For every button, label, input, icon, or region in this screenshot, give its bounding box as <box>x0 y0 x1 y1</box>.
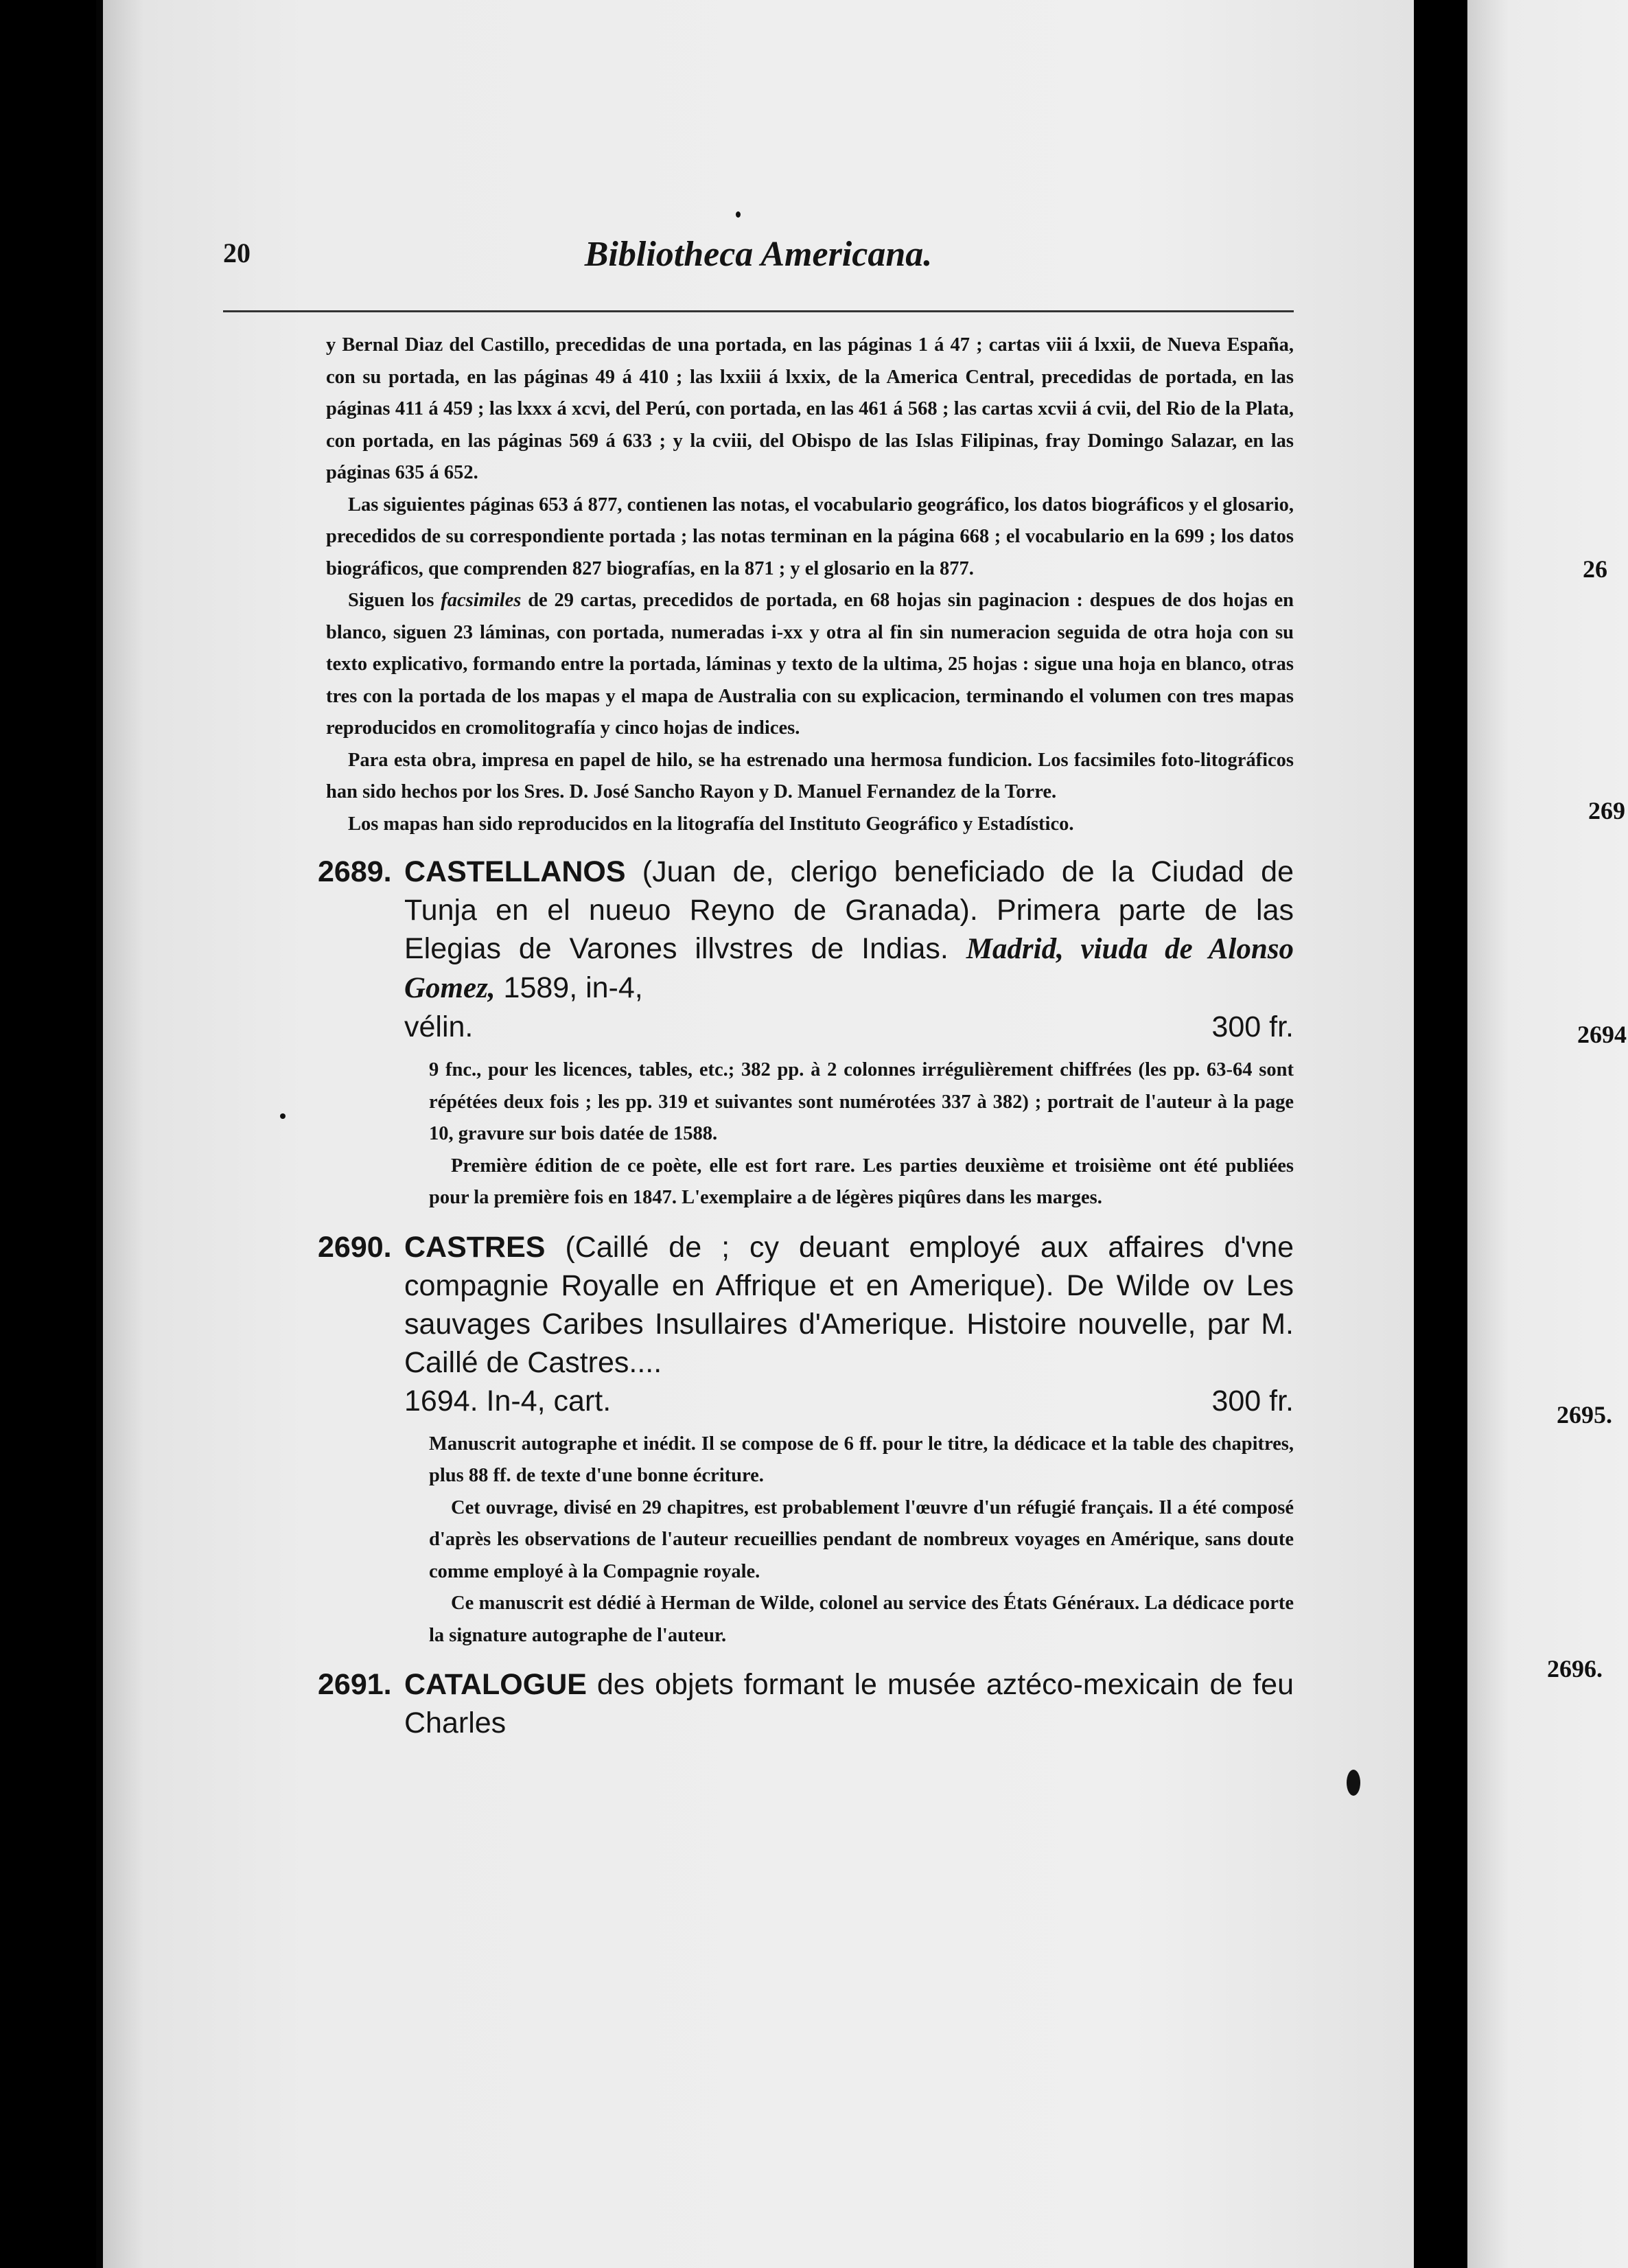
entry-last-line <box>404 1382 1294 1420</box>
entry-heading <box>404 853 1294 1046</box>
entry-title: des objets formant le musée aztéco-mexicain de feu Charles <box>404 1668 1294 1739</box>
note-paragraph: Las siguientes páginas 653 á 877, contienen las notas, el vocabulario geográfico, los datos biográficos y el glosario, precedidos de su correspondiente portada ; las notas terminan en la página 668 ; el vocabulario en la 699 ; los datos biográficos, que comprenden 827 biografías, en la 871 ; y el glosario en la 877. <box>326 494 1294 579</box>
entry-heading <box>404 1665 1294 1742</box>
entry-name: CASTRES <box>404 1230 546 1264</box>
note-paragraph: Ce manuscrit est dédié à Herman de Wilde, colonel au service des États Généraux. La dédicace porte la signature autographe de l'auteur. <box>429 1593 1294 1646</box>
entry-name: CATALOGUE <box>404 1668 587 1701</box>
note-text: de 29 cartas, precedidos de portada, en 68 hojas sin paginacion : despues de dos hojas en blanco, siguen 23 láminas, con portada, numeradas i-xx y otra al fin sin numeracion seguida de otra hoja con su texto explicativo, formando entre la portada, láminas y texto de la ultima, 25 hojas : sigue una hoja en blanco, otras tres con la portada de los mapas y el mapa de Australia con su explicacion, terminando el volumen con tres mapas reproducidos en cromolitografía y cinco hojas de indices. <box>326 590 1294 739</box>
ink-blot <box>1347 1770 1360 1796</box>
page-body <box>318 329 1294 1742</box>
entry-name: CASTELLANOS <box>404 855 626 888</box>
note-paragraph: 9 fnc., pour les licences, tables, etc.; 382 pp. à 2 colonnes irrégulièrement chiffrées (les pp. 63-64 sont répétées deux fois ; les pp. 319 et suivantes sont numérotées 337 à 382) ; portrait de l'auteur à la page 10, gravure sur bois datée de 1588. <box>429 1059 1294 1144</box>
entry-notes <box>429 1428 1294 1652</box>
facing-entry-number: 26 <box>1583 555 1607 583</box>
note-paragraph: Manuscrit autographe et inédit. Il se compose de 6 ff. pour le titre, la dédicace et la table des chapitres, plus 88 ff. de texte d'une bonne écriture. <box>429 1433 1294 1486</box>
page-header <box>223 237 1294 278</box>
facing-entry-number: 269 <box>1588 797 1625 824</box>
note-paragraph <box>326 585 1294 745</box>
note-text: Siguen los <box>348 590 434 611</box>
entry-notes <box>429 1054 1294 1214</box>
header-rule <box>223 310 1294 312</box>
ink-speck <box>736 211 741 218</box>
entry-number: 2689. <box>318 855 392 888</box>
entry-binding: vélin. <box>404 1010 474 1043</box>
entry-number: 2691. <box>318 1668 392 1701</box>
entry-heading <box>404 1228 1294 1420</box>
facing-entry-number: 2695. <box>1557 1401 1612 1428</box>
entry-imprint: Madrid, viuda de Alonso Gomez, <box>404 933 1294 1004</box>
catalogue-entry <box>318 1228 1294 1652</box>
note-italic-text: facsimiles <box>441 590 522 611</box>
page-number: 20 <box>223 238 251 268</box>
catalogue-entry <box>318 1665 1294 1742</box>
binding-gutter <box>1414 0 1467 2268</box>
note-paragraph: Los mapas han sido reproducidos en la litografía del Instituto Geográfico y Estadístico. <box>348 813 1074 835</box>
facing-entry-number: 2696. <box>1547 1655 1603 1682</box>
facing-page-edge <box>1467 0 1628 2268</box>
note-paragraph: Cet ouvrage, divisé en 29 chapitres, est probablement l'œuvre d'un réfugié français. Il a été composé d'après les observations de l'auteur recueillies pendant de nombreux voyages en Amérique, sans doute comme employé à la Compagnie royale. <box>429 1496 1294 1582</box>
ink-speck <box>280 1113 286 1119</box>
note-paragraph: Para esta obra, impresa en papel de hilo, se ha estrenado una hermosa fundicion. Los facsimiles foto-litográficos han sido hechos por los Sres. D. José Sancho Rayon y D. Manuel Fernandez de la Torre. <box>326 749 1294 802</box>
continued-entry-notes <box>326 329 1294 840</box>
entry-price: 300 fr. <box>1211 1010 1294 1043</box>
entry-number: 2690. <box>318 1230 392 1264</box>
entry-last-line <box>404 1008 1294 1046</box>
entry-price: 300 fr. <box>1211 1384 1294 1418</box>
running-title: Bibliotheca Americana. <box>584 235 933 274</box>
note-paragraph: Première édition de ce poète, elle est fort rare. Les parties deuxième et troisième ont été publiées pour la première fois en 1847. L'exemplaire a de légères piqûres dans les marges. <box>429 1155 1294 1208</box>
entry-title: (Juan de, clerigo beneficiado de la Ciudad de Tunja en el nueuo Reyno de Granada). Primera parte de las Elegias de Varones illvstres de Indias. <box>404 855 1294 965</box>
note-paragraph: y Bernal Diaz del Castillo, precedidas de una portada, en las páginas 1 á 47 ; cartas viii á lxxii, de Nueva España, con su portada, en las páginas 49 á 410 ; las lxxiii á lxxix, de la America Central, precedidas de portada, en las páginas 411 á 459 ; las lxxx á xcvi, del Perú, con portada, en las 461 á 568 ; las cartas xcvii á cvii, del Rio de la Plata, con portada, en las páginas 569 á 633 ; y la cviii, del Obispo de las Islas Filipinas, fray Domingo Salazar, en las páginas 635 á 652. <box>326 334 1294 483</box>
entry-title: (Caillé de ; cy deuant employé aux affaires d'vne compagnie Royalle en Affrique et en Amerique). De Wilde ov Les sauvages Caribes Insullaires d'Amerique. Histoire nouvelle, par M. Caillé de Castres.... <box>404 1230 1294 1379</box>
scan-left-border <box>0 0 96 2268</box>
catalogue-entry <box>318 853 1294 1214</box>
entry-date-format: 1589, in-4, <box>503 971 643 1004</box>
facing-entry-number: 2694 <box>1577 1021 1627 1048</box>
entry-date-format: 1694. In-4, cart. <box>404 1384 612 1418</box>
